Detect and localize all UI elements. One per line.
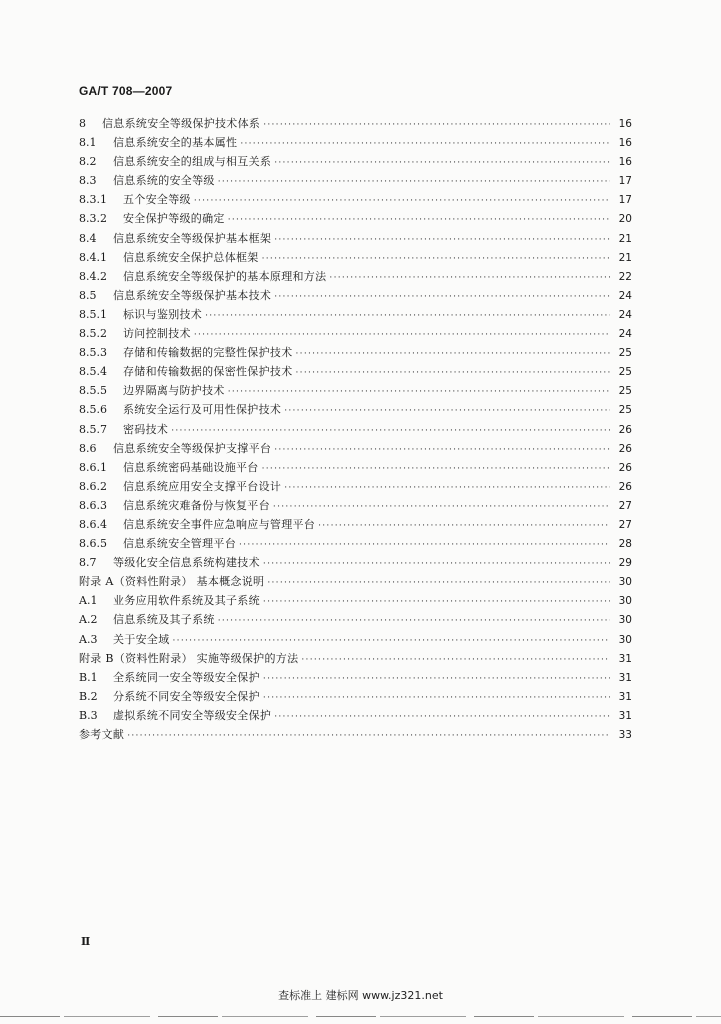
toc-entry-page: 31 (618, 652, 632, 665)
toc-entry (79, 630, 632, 649)
toc-entry-title: 密码技术 (123, 422, 169, 436)
toc-entry (79, 286, 632, 305)
toc-entry (79, 725, 632, 744)
page-number: Ⅱ (81, 935, 91, 948)
toc-entry-page: 16 (618, 118, 632, 130)
toc-entry-title: 信息系统密码基础设施平台 (123, 460, 259, 474)
toc-entry-number: 8.3 (79, 174, 97, 188)
toc-entry-title: 信息系统安全的基本属性 (113, 136, 238, 150)
toc-entry-number: 8.5 (79, 288, 97, 302)
toc-entry-title: 边界隔离与防护技术 (123, 384, 225, 398)
toc-entry (79, 591, 632, 610)
footer-watermark: 查标准上 建标网 www.jz321.net (278, 989, 443, 1002)
toc-entry-page: 30 (618, 633, 632, 646)
toc-entry-title: 存储和传输数据的完整性保护技术 (123, 346, 293, 360)
toc-entry (79, 381, 632, 400)
toc-entry-page: 22 (618, 270, 632, 283)
toc-entry-number: 8.5.2 (79, 327, 107, 341)
toc-entry-page: 30 (618, 576, 632, 589)
toc-entry-page: 24 (618, 308, 632, 321)
toc-entry-title: 信息系统灾难备份与恢复平台 (123, 498, 270, 512)
toc-entry-page: 17 (618, 175, 632, 188)
toc-entry-page: 29 (618, 557, 632, 570)
toc-entry-title: 信息系统安全等级保护技术体系 (102, 117, 261, 130)
toc-entry-title: 安全保护等级的确定 (123, 212, 225, 226)
toc-entry-title: 信息系统的安全等级 (113, 174, 215, 188)
toc-entry-number: 8.6.2 (79, 479, 107, 493)
toc-entry-page: 26 (618, 461, 632, 474)
toc-entry-title: 信息系统安全管理平台 (123, 537, 236, 551)
toc-entry-number: 8.6 (79, 441, 97, 455)
toc-entry-number: B.3 (79, 708, 98, 722)
toc-entry-number: 8.3.2 (79, 212, 107, 226)
toc-entry-page: 17 (618, 194, 632, 207)
toc-entry-page: 30 (618, 595, 632, 608)
toc-entry-number: 8.6.1 (79, 460, 107, 474)
toc-entry-page: 25 (618, 385, 632, 398)
toc-entry-title: 信息系统安全等级保护支撑平台 (113, 441, 272, 455)
toc-entry (79, 687, 632, 706)
toc-entry-page: 24 (618, 328, 632, 341)
toc-entry-number: A.2 (79, 613, 98, 627)
toc-entry-title: 五个安全等级 (123, 193, 191, 207)
toc-entry-page: 16 (618, 137, 632, 150)
toc-entry (79, 400, 632, 419)
toc-entry-title: 信息系统安全保护总体框架 (123, 250, 259, 264)
toc-entry-page: 27 (618, 499, 632, 512)
toc-entry-number: 8.7 (79, 556, 97, 570)
toc-entry-title: 附录 A（资料性附录） 基本概念说明 (79, 575, 265, 589)
toc-entry (79, 458, 632, 477)
toc-entry-title: 参考文献 (79, 728, 125, 741)
toc-entry-number: 8.1 (79, 136, 97, 150)
toc-entry-number: 8.5.6 (79, 403, 107, 417)
standard-code: GA/T 708—2007 (79, 84, 173, 98)
toc-entry-page: 21 (618, 251, 632, 264)
toc-entry-number: 8.6.4 (79, 517, 107, 531)
toc-entry (79, 439, 632, 458)
toc-entry (79, 496, 632, 515)
toc-entry-title: 关于安全域 (113, 632, 170, 646)
toc-entry-title: 信息系统安全等级保护基本技术 (113, 288, 272, 302)
toc-entry (79, 133, 632, 152)
toc-entry-title: 存储和传输数据的保密性保护技术 (123, 365, 293, 379)
toc-entry (79, 267, 632, 286)
toc-entry-page: 33 (618, 729, 632, 741)
toc-entry (79, 362, 632, 381)
toc-entry-page: 27 (618, 518, 632, 531)
toc-entry (79, 343, 632, 362)
toc-entry-page: 26 (618, 480, 632, 493)
table-of-contents (79, 114, 632, 744)
toc-entry-page: 31 (618, 709, 632, 722)
toc-entry-number: 8.3.1 (79, 193, 107, 207)
toc-entry-number: 8.5.7 (79, 422, 107, 436)
toc-entry-number: B.2 (79, 689, 98, 703)
toc-entry (79, 706, 632, 725)
toc-entry-title: 信息系统安全事件应急响应与管理平台 (123, 517, 316, 531)
toc-entry-number: 8.6.3 (79, 498, 107, 512)
toc-entry-page: 28 (618, 538, 632, 551)
toc-entry-title: 访问控制技术 (123, 327, 191, 341)
toc-entry-number: 8.5.1 (79, 307, 107, 321)
toc-entry (79, 171, 632, 190)
toc-entry-number: 8.5.3 (79, 346, 107, 360)
toc-entry-title: 业务应用软件系统及其子系统 (113, 594, 260, 608)
toc-entry-title: 信息系统应用安全支撑平台设计 (123, 479, 282, 493)
toc-entry-title: 信息系统安全等级保护的基本原理和方法 (123, 269, 327, 283)
toc-entry (79, 668, 632, 687)
toc-entry-page: 25 (618, 347, 632, 360)
toc-entry-number: 8.6.5 (79, 537, 107, 551)
toc-entry (79, 229, 632, 248)
toc-entry-page: 26 (618, 442, 632, 455)
toc-entry-number: A.3 (79, 632, 98, 646)
toc-entry-page: 26 (618, 423, 632, 436)
toc-dot-leader (127, 727, 610, 746)
toc-entry (79, 420, 632, 439)
toc-entry-number: B.1 (79, 670, 98, 684)
toc-entry-number: 8.5.5 (79, 384, 107, 398)
toc-entry (79, 209, 632, 228)
toc-entry (79, 534, 632, 553)
toc-entry-title: 信息系统及其子系统 (113, 613, 215, 627)
toc-entry-title: 分系统不同安全等级安全保护 (113, 689, 260, 703)
toc-entry-page: 30 (618, 614, 632, 627)
toc-entry-title: 信息系统安全的组成与相互关系 (113, 155, 272, 169)
toc-entry-title: 信息系统安全等级保护基本框架 (113, 231, 272, 245)
toc-entry-title: 标识与鉴别技术 (123, 307, 203, 321)
toc-entry-page: 31 (618, 690, 632, 703)
toc-entry-title: 系统安全运行及可用性保护技术 (123, 403, 282, 417)
toc-entry (79, 152, 632, 171)
toc-entry (79, 572, 632, 591)
toc-entry-title: 附录 B（资料性附录） 实施等级保护的方法 (79, 651, 299, 665)
toc-entry-number: 8.2 (79, 155, 97, 169)
toc-entry (79, 610, 632, 629)
toc-entry (79, 515, 632, 534)
toc-entry-page: 20 (618, 213, 632, 226)
toc-entry-number: 8 (79, 117, 86, 130)
toc-entry (79, 305, 632, 324)
toc-entry (79, 553, 632, 572)
toc-entry (79, 649, 632, 668)
toc-entry-title: 等级化安全信息系统构建技术 (113, 556, 260, 570)
toc-entry-page: 25 (618, 366, 632, 379)
toc-entry-number: 8.4.2 (79, 269, 107, 283)
toc-entry-page: 25 (618, 404, 632, 417)
toc-entry (79, 190, 632, 209)
toc-entry-number: 8.4 (79, 231, 97, 245)
toc-entry (79, 324, 632, 343)
toc-entry-page: 24 (618, 289, 632, 302)
toc-entry (79, 477, 632, 496)
toc-entry (79, 248, 632, 267)
scan-edge-line (0, 1016, 721, 1017)
toc-entry (79, 114, 632, 133)
toc-entry-page: 21 (618, 232, 632, 245)
toc-entry-page: 16 (618, 156, 632, 169)
toc-entry-title: 虚拟系统不同安全等级安全保护 (113, 708, 272, 722)
toc-entry-number: 8.4.1 (79, 250, 107, 264)
toc-entry-page: 31 (618, 671, 632, 684)
toc-entry-number: A.1 (79, 594, 98, 608)
toc-entry-number: 8.5.4 (79, 365, 107, 379)
toc-entry-title: 全系统同一安全等级安全保护 (113, 670, 260, 684)
